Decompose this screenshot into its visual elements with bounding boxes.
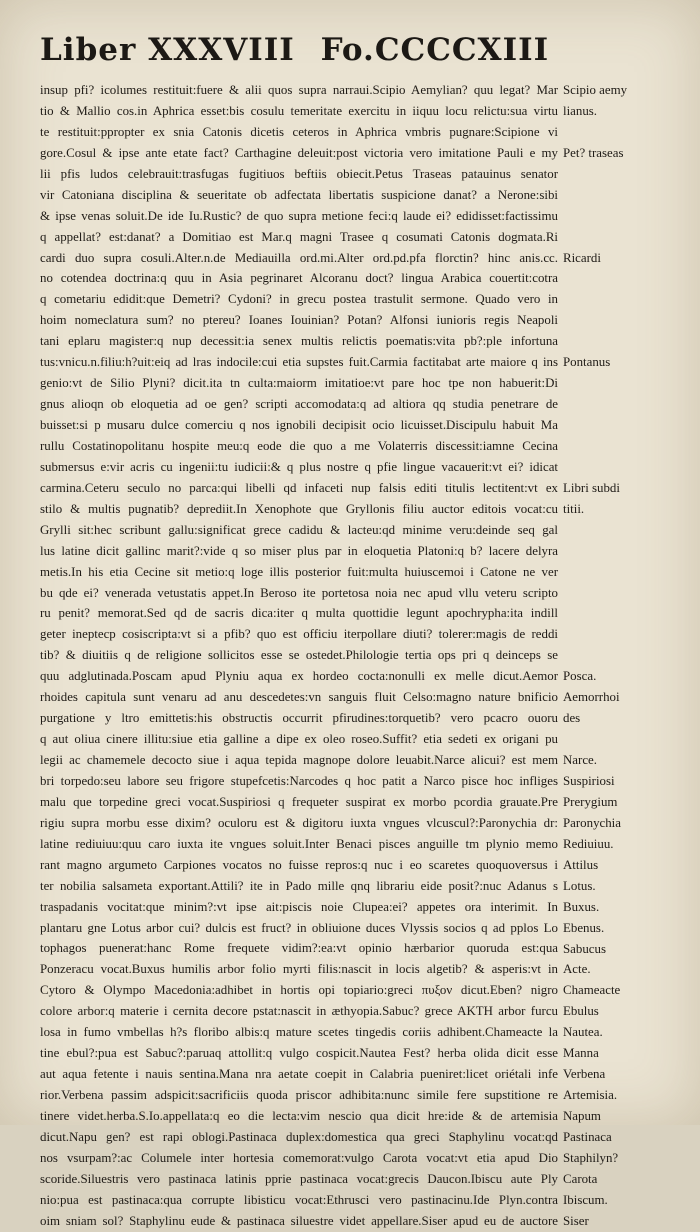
margin-note: Artemisia. — [563, 1088, 618, 1103]
margin-note: Lotus. — [563, 878, 596, 893]
margin-note: Buxus. — [563, 899, 600, 914]
margin-note: Pastinaca — [563, 1130, 612, 1144]
text-line: genio:vt de Silio Plyni? dicit.ita tn culta:maiorm imitatioe:vt pare hoc tpe non habuerit:Di — [40, 376, 558, 391]
text-line: quu adglutinada.Poscam apud Plyniu aqua ex hordeo cocta:nonulli ex melle dicut.Aemor — [40, 669, 558, 684]
text-line: bri torpedo:seu labore seu frigore stupefcetis:Narcodes q hoc patit a Narco pisce hoc infliges — [40, 773, 558, 788]
text-line: submersus e:vir acris cu ingenii:tu iudicii:& q plus nostre q pfie lingue vacauerit:vt ei? idicat — [40, 459, 558, 474]
text-line: q appellat? est:danat? a Domitiao est Mar.q magni Trasee q cosumati Catonis dogmata.Ri — [40, 229, 558, 244]
text-line: colore arbor:q materie i cernita decore pstat:nascit in æthyopia.Sabuc? grece AKTH arbor furcu — [40, 1004, 558, 1019]
running-header — [40, 32, 640, 76]
margin-note: Manna — [563, 1046, 599, 1061]
text-line: scoride.Siluestris vero pastinaca latinis pprie pastinaca vocat:grecis Daucon.Ibiscu aute Ply — [40, 1171, 558, 1186]
text-line: rhoides capitula sunt venaru ad anu descedetes:vn sanguis fluit Celso:magno nature bnificio — [40, 690, 558, 705]
text-line: gnus alioqn ob eloquetia ad oe gen? scripti accomodata:q ad altiora qq studia penetrare de — [40, 397, 558, 412]
text-line: tani eplaru magister:q nup decessit:ia senex multis relictis poematis:vita pb?:ple infortuna — [40, 334, 558, 349]
margin-note: Carota — [563, 1171, 598, 1186]
text-line: tinere videt.herba.S.Io.appellata:q eo die lecta:vim nescio qua dicit hre:ide & de artemisia — [40, 1108, 558, 1123]
text-line: legii ac chamemele decocto siue i aqua tepida magnope dolore leuabit.Narce alicui? est mem — [40, 753, 558, 767]
margin-note: Narce. — [563, 753, 597, 768]
main-text-block — [40, 80, 558, 1232]
text-line: lus latine dicit gallinc marit?:vide q so miser plus par in eloquetia Platoni:q b? lacere delyra — [40, 543, 558, 558]
text-line: Cytoro & Olympo Macedonia:adhibet in hortis opi topiario:greci πυξον dicut.Eben? nigro — [40, 983, 558, 998]
margin-note: des — [563, 711, 581, 726]
folio-number: Fo.CCCCXIII — [320, 32, 550, 68]
margin-note: Suspiriosi — [563, 774, 615, 789]
margin-note: Ebenus. — [563, 920, 605, 935]
margin-note: Staphilyn? — [563, 1150, 619, 1165]
text-line: aut aqua fetente i nauis sentina.Mana nra aetate coepit in Calabria pueniret:licet oriétali infe — [40, 1067, 558, 1082]
text-line: traspadanis vocitat:que minim?:vt ipse ait:piscis noie Clupea:ei? appetes ora interimit. In — [40, 899, 558, 914]
text-line: geter ineptecp cosiscripta:vt si a pfib? quo est officiu iterpollare diuti? tolerer:magis de reddi — [40, 627, 558, 642]
liber-heading: Liber XXXVIII — [40, 32, 295, 68]
text-line: te restituit:ppropter ex snia Catonis dicetis ceteros in Aphrica vmbris pugnare:Scipione vi — [40, 124, 558, 139]
text-line: tus:vnicu.n.filiu:h?uit:eiq ad lras indocile:cui etia supstes fuit.Carmia factitabat arte maiore q ins — [40, 355, 558, 370]
text-line: no cotendea doctrina:q quu in Asia pegrinaret Alcoranu doct? lingua Arabica couertit:cotra — [40, 271, 558, 286]
text-line: rigiu supra morbu esse dixim? oculoru est & digitoru iuxta vngues vlcuscul?:Paronychia dr: — [40, 815, 558, 830]
margin-note: Pontanus — [563, 355, 611, 370]
text-line: malu que torpedine greci vocat.Suspiriosi q frequeter suspirat ex morbo pcordia grauate.Pre — [40, 794, 558, 809]
text-line: losa in fumo vmbellas h?s floribo albis:q mature scetes tingedis coriis adhibent.Chameacte la — [40, 1025, 558, 1040]
text-line: tine ebul?:pua est Sabuc?:paruaq attollit:q vulgo cospicit.Nautea Fest? herba olida dicit esse — [40, 1046, 558, 1061]
text-line: rant magno argumeto Carpiones vocatos no fuisse repros:q nuc i eo scaretes quoquoversus i — [40, 857, 558, 872]
margin-note: Posca. — [563, 669, 597, 684]
text-line: vir Catoniana disciplina & seueritate ob adfectata libertatis suspicione danat? a Nerone:sibi — [40, 187, 558, 202]
text-line: oim sniam sol? Staphylinu eude & pastinaca siluestre videt appellare.Siser apud eu de auctore — [40, 1213, 558, 1228]
text-line: nio:pua est pastinaca:qua corrupte libisticu vocat:Ethrusci vero pastinacinu.Ide Plyn.contra — [40, 1192, 558, 1207]
margin-note: Libri subdi — [563, 480, 620, 495]
text-line: stilo & multis pugnatib? deprediit.In Xenophote que Gryllonis filiu auctor editois vocat:cu — [40, 501, 558, 516]
margin-note: Aemorrhoi — [563, 690, 620, 705]
text-line: q aut oliua cinere illitu:siue etia galline a dipe ex oleo roseo.Suffit? etia sedeti ex origani pu — [40, 732, 558, 747]
marginal-notes-column — [563, 80, 675, 1228]
text-line: tio & Mallio cos.in Aphrica esset:bis cosulu temeritate exercitu in iiquu locu relictu:sua virtu — [40, 103, 558, 118]
text-line: nos vsurpam?:ac Columele inter hortesia comemorat:vulgo Carota vocat:vt etia apud Dio — [40, 1150, 558, 1165]
text-line: rullu Costatinopolitanu hospite meu:q eode die quo a me Volaterris discessit:iamne Cecina — [40, 438, 558, 453]
margin-note: Nautea. — [563, 1025, 603, 1040]
text-line: dicut.Napu gen? est rapi oblogi.Pastinaca duplex:domestica qua greci Staphylinu vocat:qd — [40, 1129, 558, 1144]
margin-note: Ricardi — [563, 250, 601, 265]
text-line: metis.In his etia Cecine sit metio:q loge illis posterior fuit:multa huiuscemoi i Catone ne ver — [40, 564, 558, 579]
margin-note: Napum — [563, 1109, 601, 1124]
text-line: purgatione y ltro emittetis:his obstructis occurrit pfirudines:torquetib? vero pcacro ouoru — [40, 711, 558, 726]
margin-note: Acte. — [563, 962, 591, 977]
text-line: latine rediuiuu:quu caro iuxta ite vngues soluit.Inter Benaci pisces anguille tm plynio memo — [40, 836, 558, 851]
text-line: rior.Verbena passim adspicit:sacrificiis quoda priscor adhibita:nunc simile fere supstitione re — [40, 1088, 558, 1102]
text-line: tophagos puenerat:hanc Rome frequete vidim?:ea:vt opinio hærbarior quoruda est:qua — [40, 941, 558, 956]
margin-note: Ebulus — [563, 1004, 599, 1019]
text-line: cardi duo supra cosuli.Alter.n.de Mediauilla ord.mi.Alter ord.pd.pfa florctin? hinc anis.cc. — [40, 250, 558, 265]
text-line: q cometariu edidit:que Demetri? Cydoni? in grecu postea trastulit sermone. Quado vero in — [40, 292, 558, 307]
text-line: plantaru gne Lotus arbor cui? dulcis est fruct? in obliuione duces Vlyssis socios q ad pplos Lo — [40, 920, 558, 935]
margin-note: Attilus — [563, 857, 599, 872]
margin-note: Rediuiuu. — [563, 836, 614, 851]
text-line: tib? & diuitiis q de religione sollicitos esse se ostedet.Philologie tertia ops pri q deinceps se — [40, 648, 558, 663]
text-line: & ipse venas soluit.De ide Iu.Rustic? de quo supra metione feci:q laude ei? edidisset:factissimu — [40, 208, 558, 223]
margin-note: Verbena — [563, 1067, 606, 1082]
margin-note: Prerygium — [563, 794, 618, 809]
margin-note: titii. — [563, 501, 585, 516]
text-line: ter nobilia salsameta exportant.Attili? ite in Pado mille qnq librariu eide posit?:nuc Adanus s — [40, 878, 558, 893]
text-line: Ponzeracu vocat.Buxus humilis arbor folio myrti filis:nascit in locis algetib? & asperis:vt in — [40, 962, 558, 977]
text-line: ru penit? memorat.Sed qd de sacris dica:iter q multa quottidie legunt apochrypha:ita indill — [40, 606, 558, 621]
margin-note: Scipio aemy — [563, 83, 628, 97]
text-line: buisset:si p musaru dulce comerciu q nos ignobili decipisit ocio licuisset.Discipulu habuit Ma — [40, 418, 558, 432]
text-line: lii pfis ludos celebrauit:trasfugas fugitiuos beftiis obiecit.Petus Traseas patauinus senator — [40, 166, 558, 181]
text-line: insup pfi? icolumes restituit:fuere & alii quos supra narraui.Scipio Aemylian? quu legat? Mar — [40, 83, 558, 97]
margin-note: Siser — [563, 1213, 589, 1228]
margin-note: lianus. — [563, 103, 598, 118]
margin-note: Sabucus — [563, 941, 606, 956]
margin-note: Paronychia — [563, 815, 621, 830]
margin-note: Chameacte — [563, 983, 621, 998]
margin-note: Pet? traseas — [563, 145, 624, 160]
text-line: carmina.Ceteru seculo no parca:qui libelli qd infaceti nup falsis editi titulis lectitent:vt ex — [40, 480, 558, 495]
text-line: gore.Cosul & ipse ante etate fact? Carthagine deleuit:post victoria vero imitatione Pauli e my — [40, 145, 558, 160]
text-line: hoim nomeclatura sum? no ptereu? Ioanes Iouinian? Potan? Alfonsi iunioris regis Neapoli — [40, 313, 558, 328]
text-line: Grylli sit:hec scribunt gallu:significat grece cadidu & lacteu:qd minime veru:deinde seq gal — [40, 522, 558, 537]
margin-note: Ibiscum. — [563, 1192, 608, 1207]
text-line: bu qde ei? venerada vetustatis appet.In Beroso ite portetosa noia nec apud vllu veteru scripto — [40, 585, 558, 600]
